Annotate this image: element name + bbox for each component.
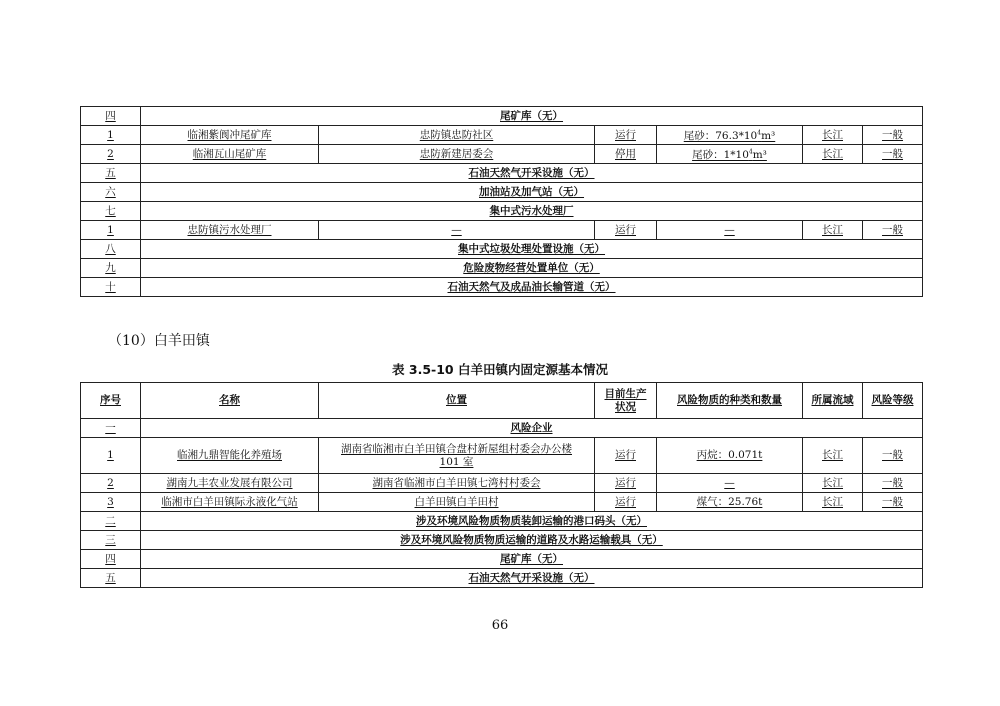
risk-substance: — xyxy=(657,221,803,240)
row-number: 四 xyxy=(81,550,141,569)
header-no: 序号 xyxy=(81,383,141,419)
section-title: 石油天然气开采设施（无） xyxy=(141,569,923,588)
row-number: 十 xyxy=(81,278,141,297)
section-title: 石油天然气开采设施（无） xyxy=(141,164,923,183)
section-row xyxy=(81,259,923,278)
top-table xyxy=(80,106,923,297)
section-row xyxy=(81,419,923,438)
bottom-table xyxy=(80,382,923,588)
facility-location: 白羊田镇白羊田村 xyxy=(319,493,595,512)
section-row xyxy=(81,240,923,259)
town-subheading: （10）白羊田镇 xyxy=(108,333,210,349)
basin: 长江 xyxy=(803,438,863,474)
row-number: 五 xyxy=(81,569,141,588)
row-number: 八 xyxy=(81,240,141,259)
risk-level: 一般 xyxy=(863,493,923,512)
table-row xyxy=(81,126,923,145)
page-number: 66 xyxy=(491,618,509,633)
table-row xyxy=(81,221,923,240)
row-number: 1 xyxy=(81,126,141,145)
facility-location: 湖南省临湘市白羊田镇七湾村村委会 xyxy=(319,474,595,493)
table-caption: 表 3.5-10 白羊田镇内固定源基本情况 xyxy=(392,362,608,377)
row-number: 六 xyxy=(81,183,141,202)
section-title: 集中式污水处理厂 xyxy=(141,202,923,221)
table-row xyxy=(81,145,923,164)
facility-name: 临湘瓦山尾矿库 xyxy=(141,145,319,164)
section-title: 涉及环境风险物质物质装卸运输的港口码头（无） xyxy=(141,512,923,531)
facility-location: — xyxy=(319,221,595,240)
header-risk: 风险物质的种类和数量 xyxy=(657,383,803,419)
row-number: 2 xyxy=(81,474,141,493)
table-row xyxy=(81,493,923,512)
production-status: 运行 xyxy=(595,474,657,493)
table-row xyxy=(81,438,923,474)
risk-level: 一般 xyxy=(863,145,923,164)
section-title: 加油站及加气站（无） xyxy=(141,183,923,202)
section-title: 集中式垃圾处理处置设施（无） xyxy=(141,240,923,259)
header-status: 目前生产 状况 xyxy=(595,383,657,419)
basin: 长江 xyxy=(803,474,863,493)
section-row xyxy=(81,107,923,126)
section-row xyxy=(81,164,923,183)
section-title: 危险废物经营处置单位（无） xyxy=(141,259,923,278)
risk-substance: 丙烷：0.071t xyxy=(657,438,803,474)
facility-name: 临湘市白羊田镇际永液化气站 xyxy=(141,493,319,512)
row-number: 2 xyxy=(81,145,141,164)
production-status: 运行 xyxy=(595,126,657,145)
section-row xyxy=(81,531,923,550)
facility-location: 湖南省临湘市白羊田镇合盘村新屋组村委会办公楼 101 室 xyxy=(319,438,595,474)
section-title: 涉及环境风险物质物质运输的道路及水路运输载具（无） xyxy=(141,531,923,550)
row-number: 五 xyxy=(81,164,141,183)
facility-name: 临湘九鼎智能化养殖场 xyxy=(141,438,319,474)
header-location: 位置 xyxy=(319,383,595,419)
section-title: 风险企业 xyxy=(141,419,923,438)
risk-substance: 尾砂：$1*10^4m^3$ xyxy=(657,145,803,164)
basin: 长江 xyxy=(803,145,863,164)
section-title: 尾矿库（无） xyxy=(141,107,923,126)
production-status: 停用 xyxy=(595,145,657,164)
header-level: 风险等级 xyxy=(863,383,923,419)
section-title: 尾矿库（无） xyxy=(141,550,923,569)
section-row xyxy=(81,569,923,588)
section-row xyxy=(81,183,923,202)
risk-substance: 尾砂：$76.3*10^4m^3$ xyxy=(657,126,803,145)
risk-level: 一般 xyxy=(863,221,923,240)
risk-level: 一般 xyxy=(863,126,923,145)
section-row xyxy=(81,550,923,569)
facility-location: 忠防新建居委会 xyxy=(319,145,595,164)
production-status: 运行 xyxy=(595,493,657,512)
production-status: 运行 xyxy=(595,438,657,474)
basin: 长江 xyxy=(803,493,863,512)
risk-level: 一般 xyxy=(863,438,923,474)
facility-name: 湖南九丰农业发展有限公司 xyxy=(141,474,319,493)
header-row xyxy=(81,383,923,419)
basin: 长江 xyxy=(803,221,863,240)
row-number: 四 xyxy=(81,107,141,126)
row-number: 1 xyxy=(81,438,141,474)
facility-location: 忠防镇忠防社区 xyxy=(319,126,595,145)
basin: 长江 xyxy=(803,126,863,145)
section-row xyxy=(81,202,923,221)
row-number: 二 xyxy=(81,512,141,531)
row-number: 3 xyxy=(81,493,141,512)
row-number: 九 xyxy=(81,259,141,278)
risk-level: 一般 xyxy=(863,474,923,493)
section-title: 石油天然气及成品油长输管道（无） xyxy=(141,278,923,297)
row-number: 七 xyxy=(81,202,141,221)
production-status: 运行 xyxy=(595,221,657,240)
row-number: 一 xyxy=(81,419,141,438)
header-name: 名称 xyxy=(141,383,319,419)
table-row xyxy=(81,474,923,493)
risk-substance: 煤气：25.76t xyxy=(657,493,803,512)
facility-name: 临湘紫阆冲尾矿库 xyxy=(141,126,319,145)
risk-substance: — xyxy=(657,474,803,493)
header-basin: 所属流域 xyxy=(803,383,863,419)
row-number: 1 xyxy=(81,221,141,240)
section-row xyxy=(81,278,923,297)
row-number: 三 xyxy=(81,531,141,550)
section-row xyxy=(81,512,923,531)
facility-name: 忠防镇污水处理厂 xyxy=(141,221,319,240)
